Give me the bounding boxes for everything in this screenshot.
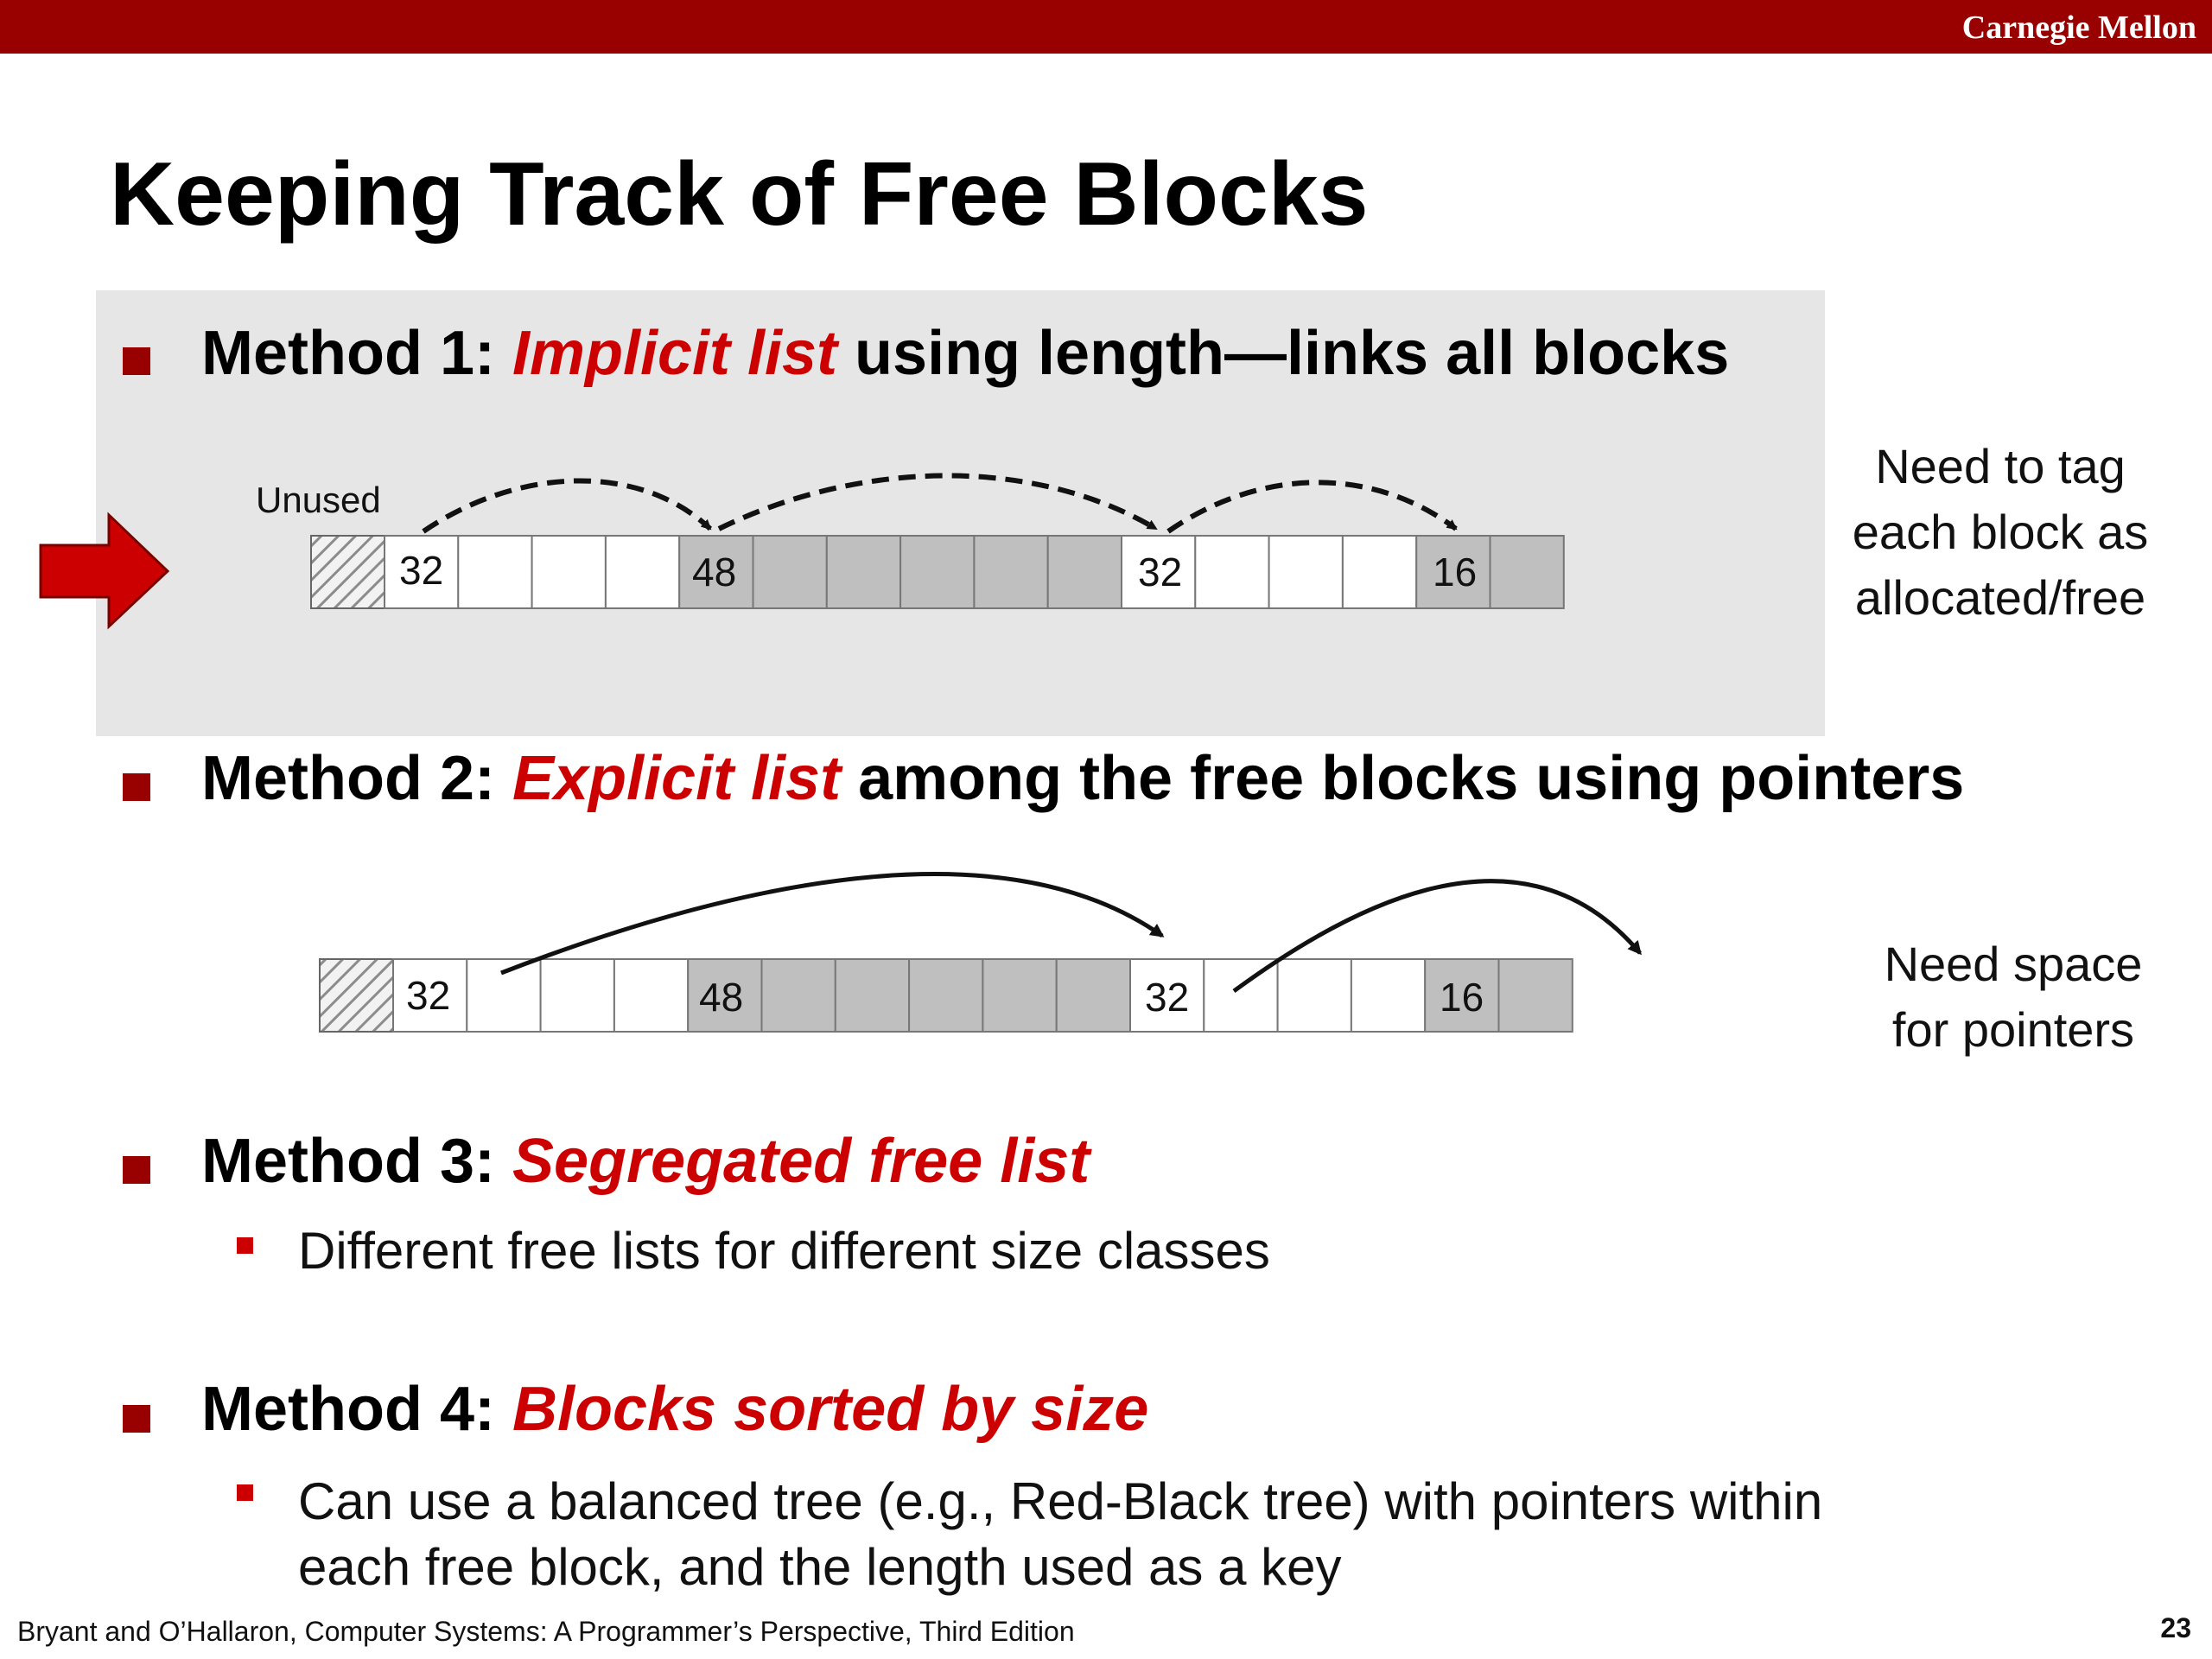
footer-citation: Bryant and O’Hallaron, Computer Systems: A Programmer’s Perspective, Third Edition xyxy=(17,1616,1075,1647)
method-2-note-line-2: for pointers xyxy=(1891,1002,2135,1057)
method-4-detail-line-1: Can use a balanced tree (e.g., Red-Black tree) with pointers within xyxy=(298,1472,1823,1530)
slide-title: Keeping Track of Free Blocks xyxy=(110,144,1369,245)
block-cells-method-2 xyxy=(393,959,1573,1032)
free-cell xyxy=(1351,959,1425,1032)
free-cell xyxy=(614,959,688,1032)
method-3-emphasis: Segregated free list xyxy=(512,1127,1090,1196)
allocated-cell xyxy=(1499,959,1573,1032)
method-4-emphasis: Blocks sorted by size xyxy=(512,1375,1149,1444)
method-2-emphasis: Explicit list xyxy=(512,744,842,813)
method-3-detail: Different free lists for different size classes xyxy=(298,1222,1270,1280)
method-4-detail-line-2: each free block, and the length used as a key xyxy=(298,1538,1342,1596)
method-1-note-line-2: each block as xyxy=(1852,505,2149,559)
method-2-note-line-1: Need space xyxy=(1884,937,2143,991)
block-size-label: 16 xyxy=(1440,975,1484,1020)
method-1-note-line-1: Need to tag xyxy=(1875,439,2126,493)
unused-label: Unused xyxy=(256,480,381,520)
unused-block xyxy=(320,959,393,1032)
brand-name: Carnegie Mellon xyxy=(1961,10,2196,46)
block-size-label: 16 xyxy=(1433,550,1478,594)
allocated-cell xyxy=(909,959,982,1032)
block-size-label: 32 xyxy=(1138,550,1183,594)
allocated-cell xyxy=(762,959,836,1032)
method-1-note-line-3: allocated/free xyxy=(1854,570,2146,625)
block-size-label: 32 xyxy=(1145,975,1190,1020)
method-1-prefix: Method 1: xyxy=(201,319,512,388)
pointer-arrow xyxy=(501,874,1162,973)
free-cell xyxy=(1278,959,1351,1032)
block-size-label: 48 xyxy=(699,975,744,1020)
page-number: 23 xyxy=(2160,1612,2191,1643)
free-cell xyxy=(541,959,614,1032)
method-3-prefix: Method 3: xyxy=(201,1127,512,1196)
method-1-emphasis: Implicit list xyxy=(512,319,838,388)
block-size-label: 48 xyxy=(692,550,737,594)
allocated-cell xyxy=(982,959,1056,1032)
method-1-rest: using length—links all blocks xyxy=(837,319,1730,388)
allocated-cell xyxy=(1057,959,1130,1032)
block-size-label: 32 xyxy=(406,973,451,1018)
block-size-label: 32 xyxy=(399,548,444,593)
method-4-prefix: Method 4: xyxy=(201,1375,512,1444)
allocated-cell xyxy=(836,959,909,1032)
method-2-prefix: Method 2: xyxy=(201,744,512,813)
method-2-rest: among the free blocks using pointers xyxy=(841,744,1965,813)
